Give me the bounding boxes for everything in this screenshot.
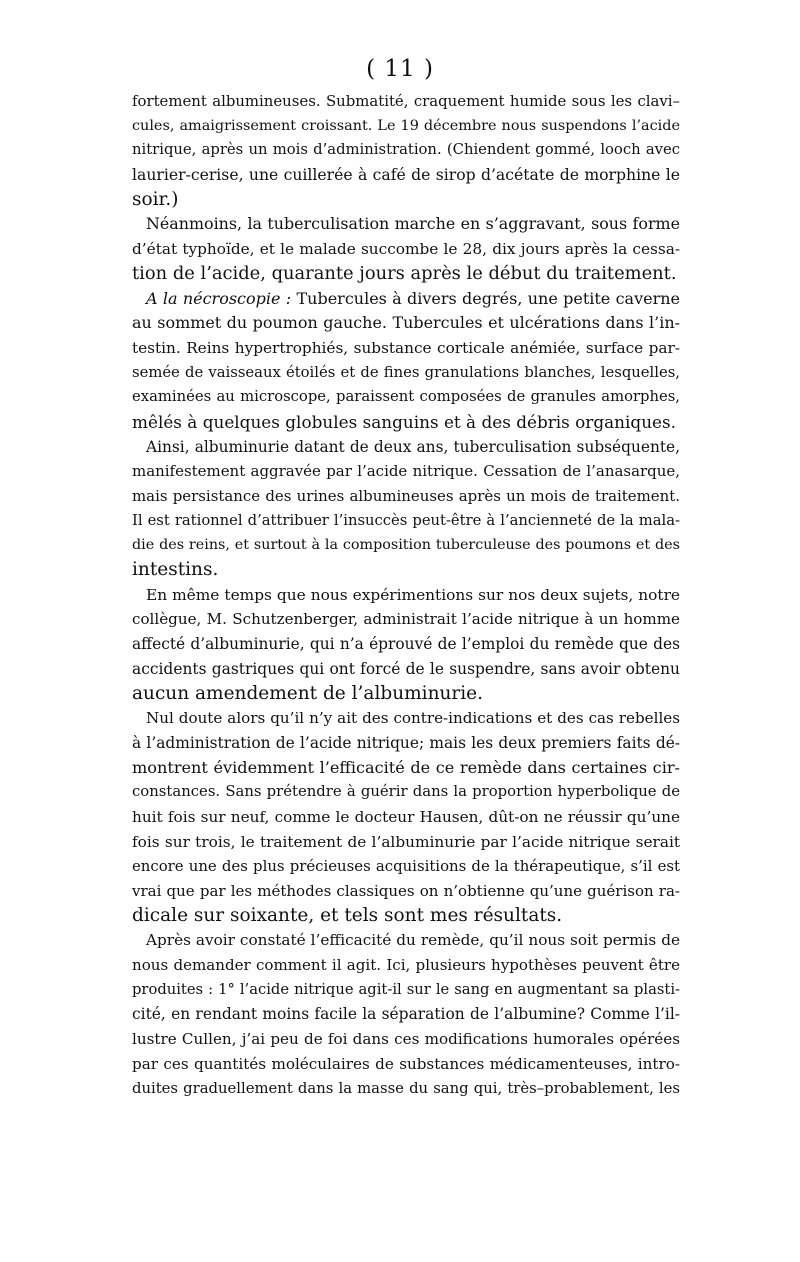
text-line: soir.) (132, 188, 179, 210)
text-line: Il est rationnel d’attribuer l’insuccès peut-être à l’ancienneté de la mala- (132, 511, 680, 529)
text-line: duites graduellement dans la masse du sang qui, très–probablement, les (132, 1079, 680, 1097)
text-line: semée de vaisseaux étoilés et de fines granulations blanches, lesquelles, (132, 363, 680, 381)
text-line: collègue, M. Schutzenberger, administrait l’acide nitrique à un homme (132, 610, 680, 629)
text-line: cité, en rendant moins facile la séparation de l’albumine? Comme l’il- (132, 1005, 680, 1024)
text-line: En même temps que nous expérimentions sur nos deux sujets, notre (146, 585, 680, 604)
text-line: tion de l’acide, quarante jours après le début du traitement. (132, 262, 677, 284)
page-number: ( 11 ) (366, 56, 434, 82)
text-line: fois sur trois, le traitement de l’albuminurie par l’acide nitrique serait (132, 832, 680, 851)
body-text (132, 89, 680, 1101)
text-line (132, 287, 680, 312)
text-line: accidents gastriques qui ont forcé de le suspendre, sans avoir obtenu (132, 659, 680, 678)
text-line: huit fois sur neuf, comme le docteur Hausen, dût-on ne réussir qu’une (132, 807, 680, 826)
text-line: die des reins, et surtout à la composition tuberculeuse des poumons et des (132, 537, 680, 554)
text-line: mais persistance des urines albumineuses après un mois de traitement. (132, 487, 680, 505)
text-line: cules, amaigrissement croissant. Le 19 décembre nous suspendons l’acide (132, 117, 680, 134)
text-line: d’état typhoïde, et le malade succombe le 28, dix jours après la cessa- (132, 240, 680, 259)
text-line: aucun amendement de l’albuminurie. (132, 682, 484, 704)
text-line: Nul doute alors qu’il n’y ait des contre-indications et des cas rebelles (146, 709, 680, 728)
text-line: encore une des plus précieuses acquisitions de la thérapeutique, s’il est (132, 857, 680, 876)
text-line: constances. Sans prétendre à guérir dans la proportion hyperbolique de (132, 783, 680, 801)
text-line: Ainsi, albuminurie datant de deux ans, tuberculisation subséquente, (146, 437, 680, 456)
text-line: examinées au microscope, paraissent composées de granules amorphes, (132, 388, 680, 406)
text-line: affecté d’albuminurie, qui n’a éprouvé de l’emploi du remède que des (132, 635, 680, 654)
text-line: testin. Reins hypertrophiés, substance corticale anémiée, surface par- (132, 338, 680, 357)
text-line: intestins. (132, 559, 219, 581)
text-line: par ces quantités moléculaires de substances médicamenteuses, intro- (132, 1054, 680, 1073)
text-line: au sommet du poumon gauche. Tubercules et ulcérations dans l’in- (132, 313, 680, 333)
text-line: vrai que par les méthodes classiques on n’obtienne qu’une guérison ra- (132, 882, 680, 900)
necropsy-label: A la nécroscopie : (146, 288, 292, 308)
text-line: manifestement aggravée par l’acide nitrique. Cessation de l’anasarque, (132, 462, 680, 481)
text-line: nitrique, après un mois d’administration. (Chiendent gommé, looch avec (132, 141, 680, 159)
text-line: montrent évidemment l’efficacité de ce remède dans certaines cir- (132, 757, 680, 777)
text-line: lustre Cullen, j’ai peu de foi dans ces modifications humorales opérées (132, 1030, 680, 1049)
text-line: à l’administration de l’acide nitrique; mais les deux premiers faits dé- (132, 733, 680, 752)
text-line: produites : 1° l’acide nitrique agit-il sur le sang en augmentant sa plasti- (132, 980, 680, 998)
text-line: nous demander comment il agit. Ici, plusieurs hypothèses peuvent être (132, 956, 680, 975)
text-line: Après avoir constaté l’efficacité du remède, qu’il nous soit permis de (146, 931, 680, 950)
text-line: laurier-cerise, une cuillerée à café de sirop d’acétate de morphine le (132, 165, 680, 185)
text-line: fortement albumineuses. Submatité, craquement humide sous les clavi– (132, 92, 680, 110)
text-line: mêlés à quelques globules sanguins et à des débris organiques. (132, 411, 677, 432)
necropsy-text: Tubercules à divers degrés, une petite caverne (296, 288, 680, 308)
text-line: Néanmoins, la tuberculisation marche en s’aggravant, sous forme (146, 214, 680, 234)
text-line: dicale sur soixante, et tels sont mes résultats. (132, 904, 563, 926)
